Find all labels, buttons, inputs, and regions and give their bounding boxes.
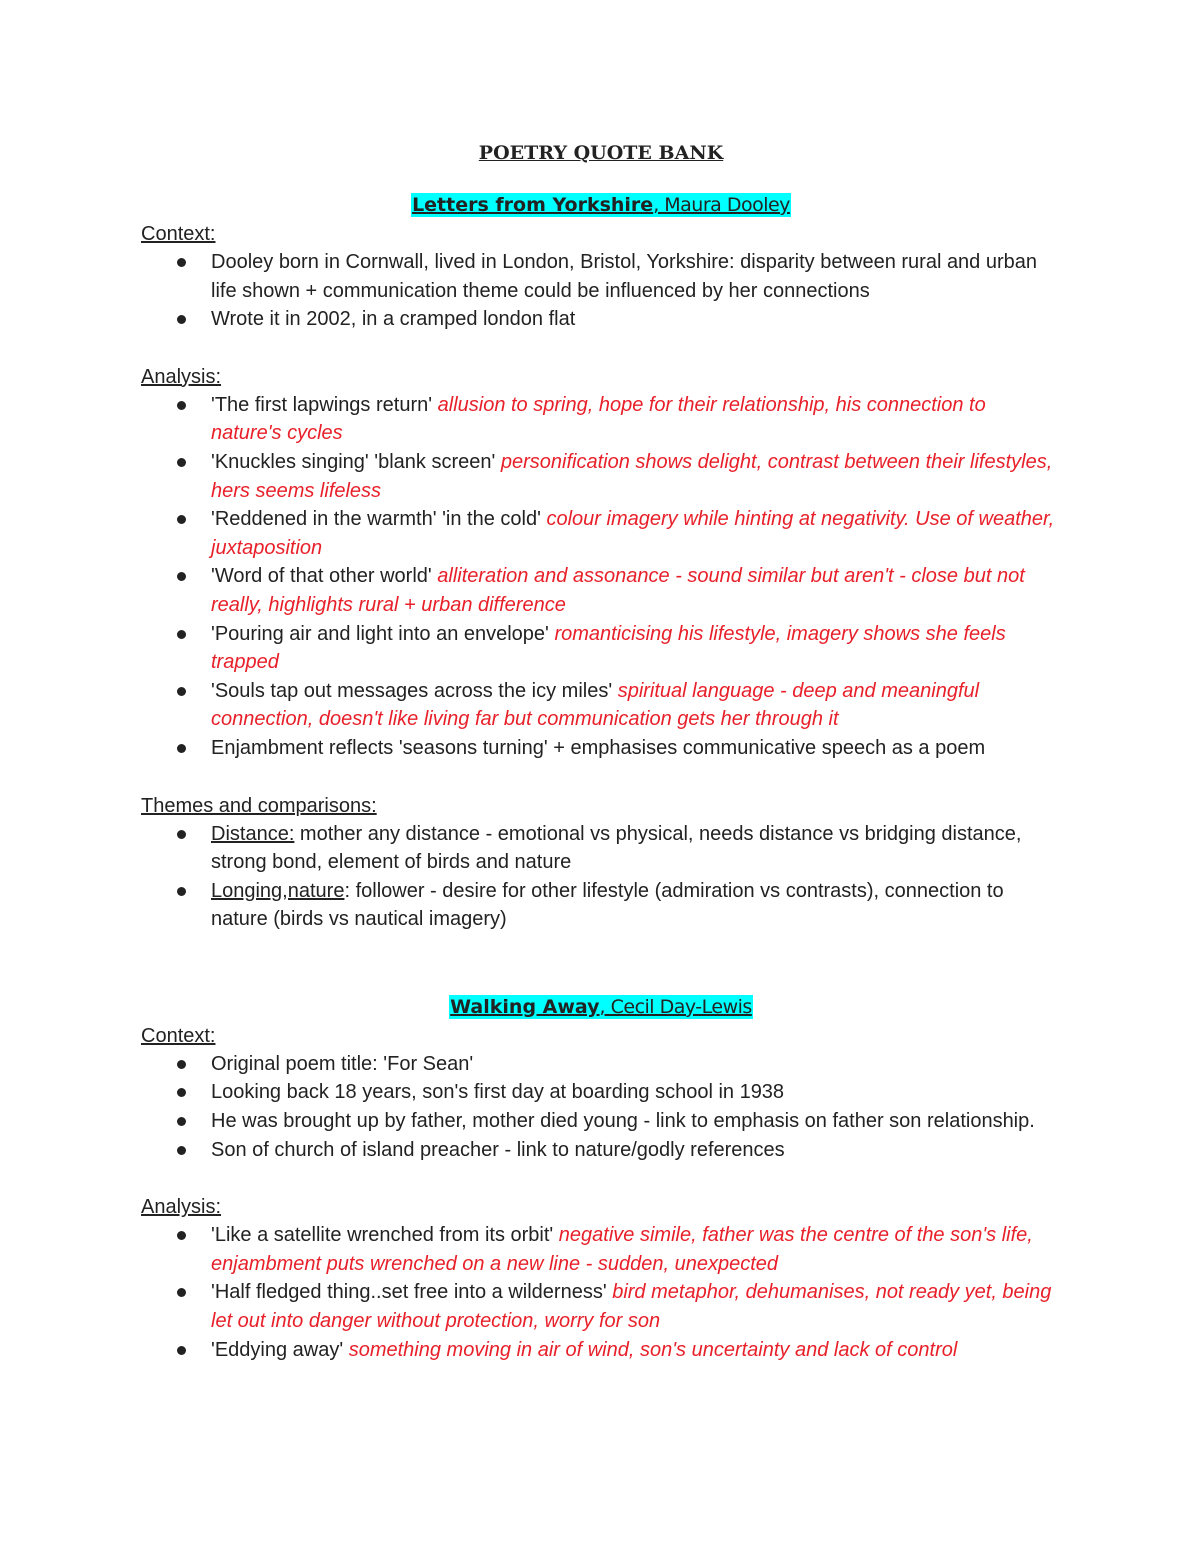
list-item: [141, 391, 1061, 448]
analysis-note: personification shows delight, contrast between their lifestyles, hers seems lifeless: [211, 450, 1053, 502]
list-item: [141, 620, 1061, 677]
poem2-heading: [141, 992, 1061, 1022]
poem2-analysis-label: Analysis:: [141, 1196, 222, 1219]
list-item: Dooley born in Cornwall, lived in London, Bristol, Yorkshire: disparity between rural and urban life shown + communication theme could be influenced by her connections: [141, 248, 1061, 305]
quote-text: 'Word of that other world': [211, 565, 438, 588]
quote-text: 'Eddying away': [211, 1338, 349, 1361]
poem2-title: Walking Away: [450, 995, 600, 1018]
list-item: [141, 505, 1061, 562]
list-item: [141, 562, 1061, 619]
list-item: [141, 877, 1061, 934]
poem1-context-label: Context:: [141, 223, 216, 245]
quote-text: 'Knuckles singing' 'blank screen': [211, 450, 501, 473]
analysis-note: negative simile, father was the centre of the son's life, enjambment puts wrenched on a new line - sudden, unexpected: [211, 1224, 1033, 1275]
theme-text: mother any distance - emotional vs physical, needs distance vs bridging distance, strong bond, element of birds and nature: [211, 822, 1022, 874]
list-item: [141, 1336, 1061, 1365]
poem2-heading-highlight: [449, 995, 753, 1019]
poem2-context-list: [141, 1050, 1061, 1164]
poem1-context-list: [141, 248, 1061, 334]
poem1-themes-list: [141, 820, 1061, 934]
list-item: He was brought up by father, mother died young - link to emphasis on father son relationship.: [141, 1107, 1061, 1136]
analysis-note: romanticising his lifestyle, imagery shows she feels trapped: [211, 622, 1006, 674]
quote-text: 'Souls tap out messages across the icy miles': [211, 679, 618, 702]
poem1-analysis-label: Analysis:: [141, 365, 222, 388]
list-item: Original poem title: 'For Sean': [141, 1050, 1061, 1079]
analysis-note: something moving in air of wind, son's uncertainty and lack of control: [348, 1338, 958, 1361]
quote-text: 'Like a satellite wrenched from its orbit': [211, 1224, 559, 1247]
poem2-author: , Cecil Day-Lewis: [599, 995, 752, 1018]
poem1-heading: [141, 190, 1061, 220]
quote-text: 'The first lapwings return': [211, 393, 438, 416]
list-item: Son of church of island preacher - link to nature/godly references: [141, 1136, 1061, 1165]
poem2-analysis-list: [141, 1221, 1061, 1364]
list-item: [141, 677, 1061, 734]
analysis-note: alliteration and assonance - sound similar but aren't - close but not really, highlights rural + urban difference: [211, 565, 1025, 616]
poem1-title: Letters from Yorkshire: [412, 194, 654, 216]
analysis-note: allusion to spring, hope for their relationship, his connection to nature's cycles: [211, 393, 986, 445]
list-item: [141, 1278, 1061, 1335]
theme-term: Distance:: [211, 822, 295, 845]
quote-text: 'Pouring air and light into an envelope': [211, 622, 555, 645]
theme-text: : follower - desire for other lifestyle (admiration vs contrasts), connection to nature (birds vs nautical imagery): [211, 879, 1004, 931]
analysis-note: spiritual language - deep and meaningful connection, doesn't like living far but communication gets her through it: [211, 679, 980, 731]
quote-text: 'Half fledged thing..set free into a wilderness': [211, 1281, 613, 1304]
poem1-analysis-list: [141, 391, 1061, 763]
list-item: [141, 448, 1061, 505]
poem1-heading-highlight: [411, 193, 791, 217]
analysis-note: bird metaphor, dehumanises, not ready yet, being let out into danger without protection, worry for son: [211, 1281, 1052, 1333]
analysis-note: colour imagery while hinting at negativity. Use of weather, juxtaposition: [211, 508, 1055, 559]
list-item: Wrote it in 2002, in a cramped london flat: [141, 305, 1061, 334]
poem1-author: , Maura Dooley: [653, 194, 790, 216]
quote-text: 'Reddened in the warmth' 'in the cold': [211, 508, 547, 531]
quote-text: Enjambment reflects 'seasons turning' + emphasises communicative speech as a poem: [211, 736, 986, 759]
document-content: [141, 138, 1061, 1364]
poem2-context-label: Context:: [141, 1024, 216, 1047]
list-item: Looking back 18 years, son's first day at boarding school in 1938: [141, 1078, 1061, 1107]
poem1-themes-label: Themes and comparisons:: [141, 794, 377, 817]
list-item: [141, 820, 1061, 877]
list-item: [141, 734, 1061, 763]
list-item: [141, 1221, 1061, 1278]
theme-term: Longing,nature: [211, 879, 345, 902]
page-title: POETRY QUOTE BANK: [478, 142, 724, 164]
